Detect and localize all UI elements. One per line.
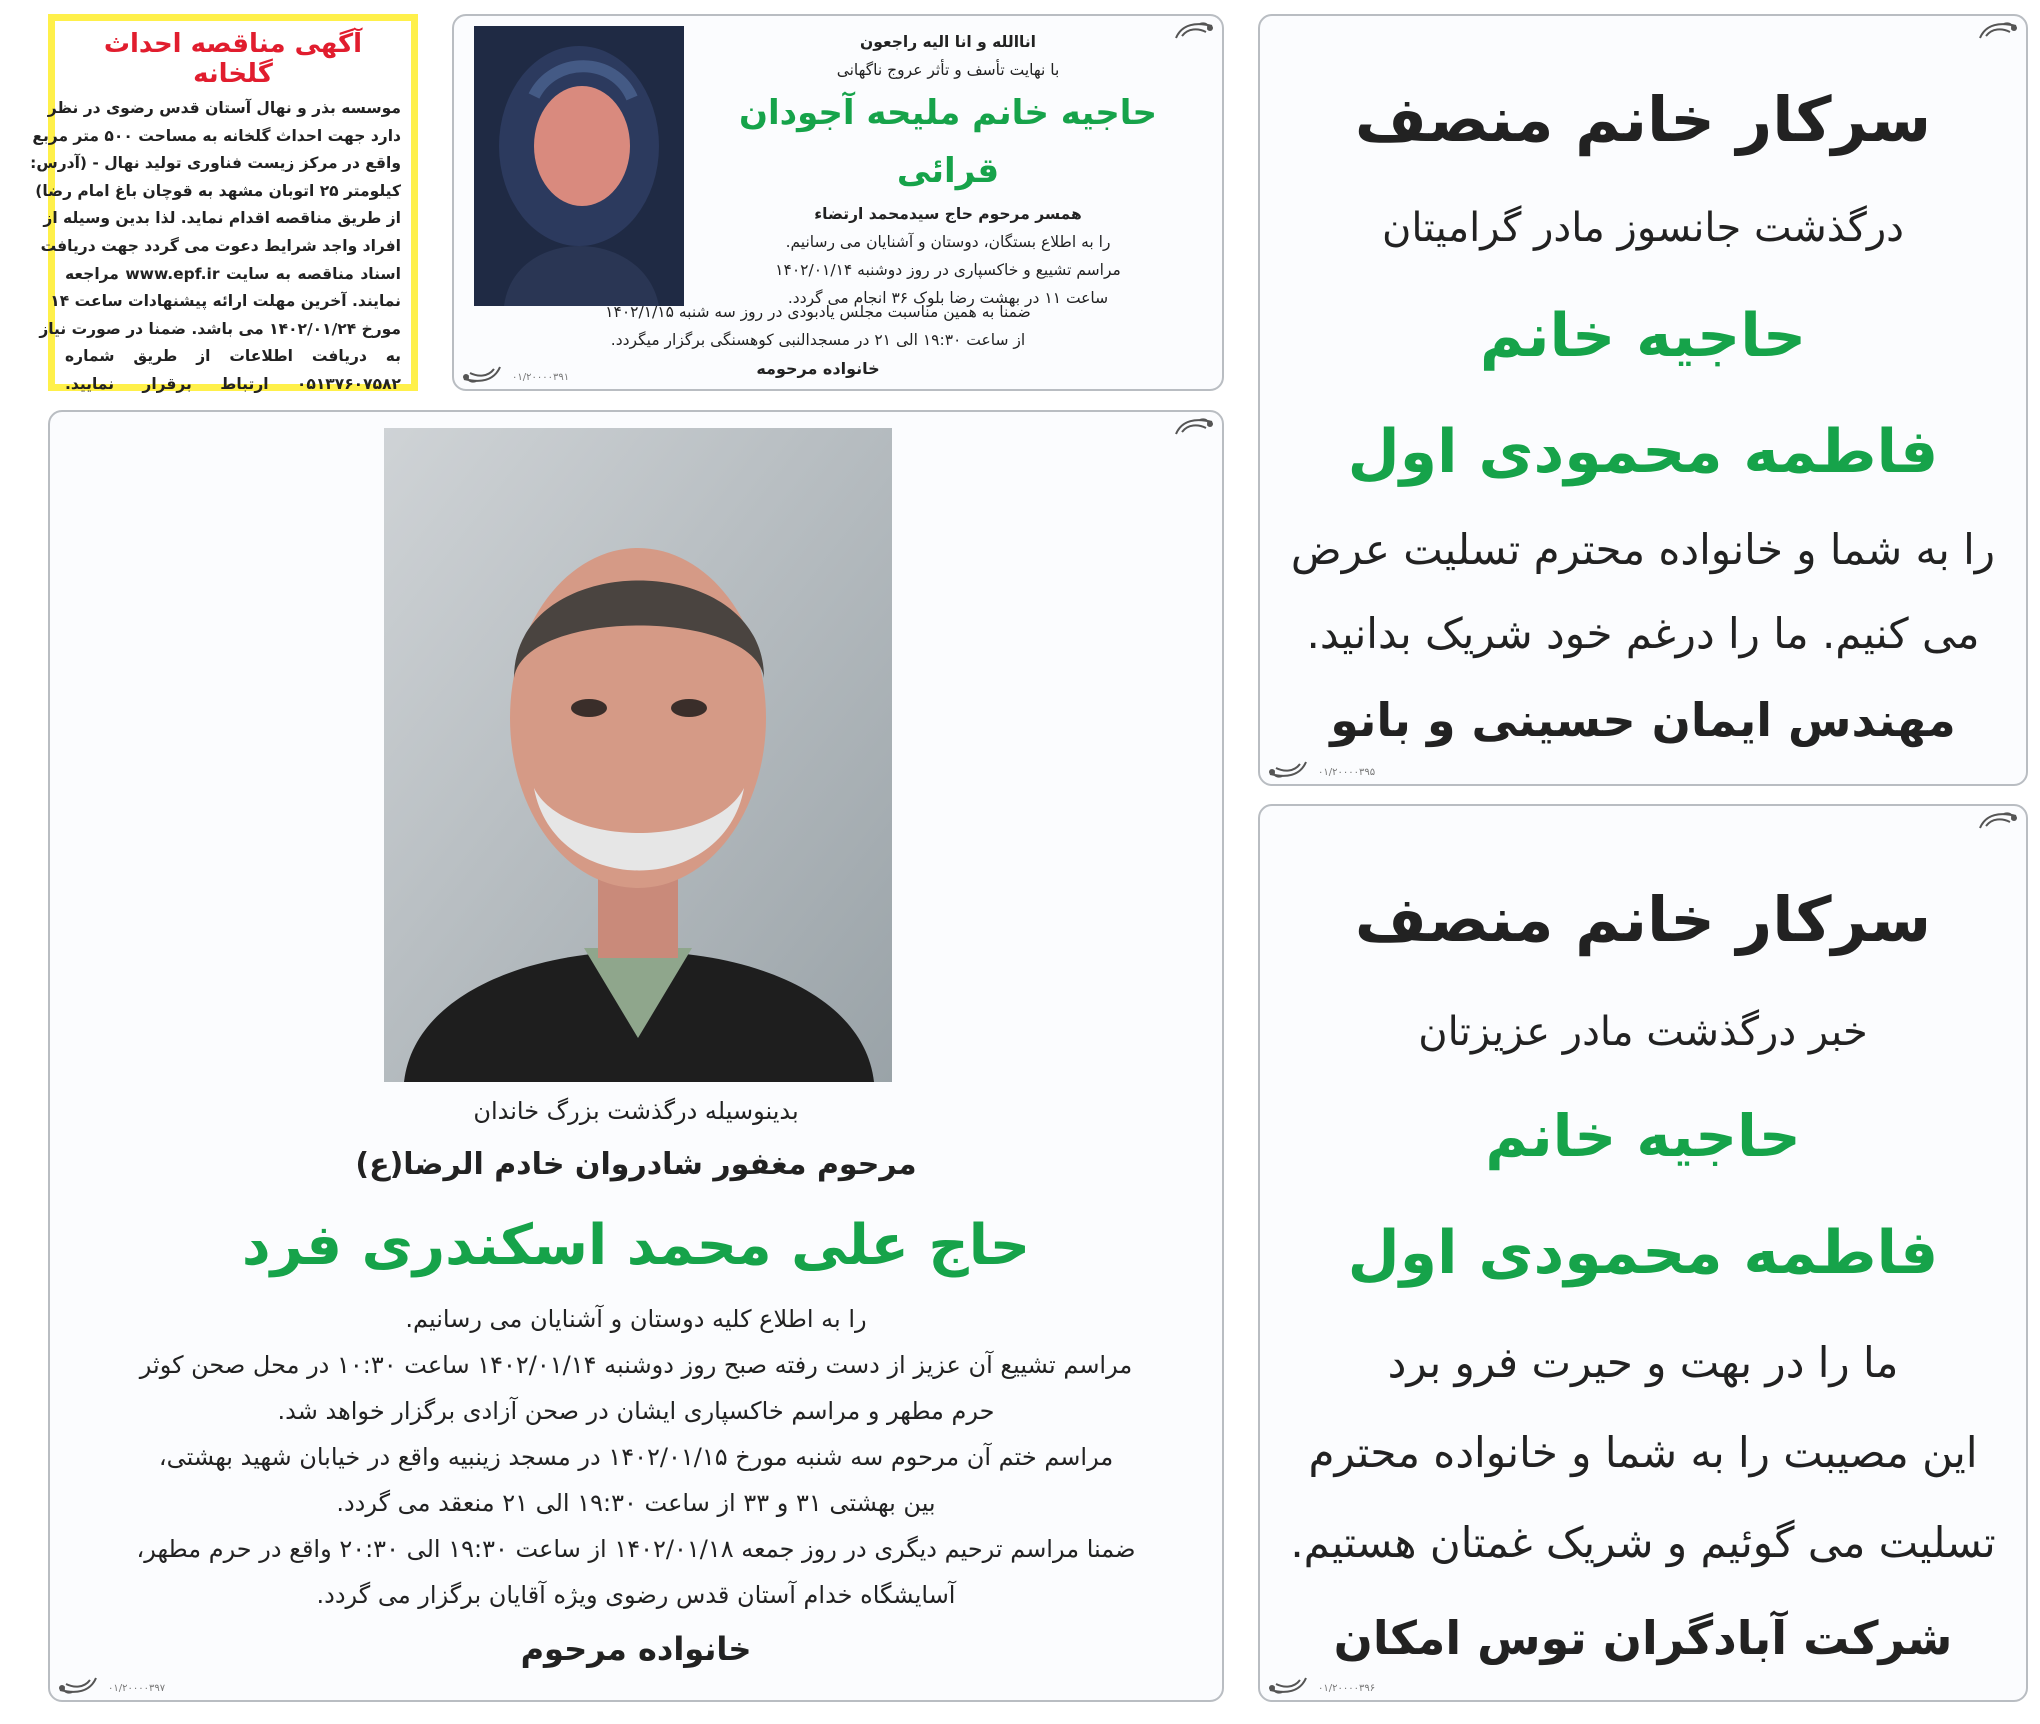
deceased-title: مرحوم مغفور شادروان خادم الرضا(ع) [355, 1147, 917, 1182]
tender-line: مورخ ۱۴۰۲/۰۱/۲۴ می باشد. ضمنا در صورت نیاز [39, 319, 401, 338]
obituary-line: از ساعت ۱۹:۳۰ الی ۲۱ در مسجدالنبی کوهسنگی برگزار میگردد. [610, 331, 1026, 349]
obituary-line: را به اطلاع کلیه دوستان و آشنایان می رسانیم. [405, 1305, 867, 1333]
obituary-signature: خانواده مرحومه [756, 359, 880, 378]
condolence-top [1258, 14, 2028, 786]
obituary-line: ضمنا مراسم ترحیم دیگری در روز جمعه ۱۴۰۲/۰۱/۱۸ از ساعت ۱۹:۳۰ الی ۲۰:۳۰ واقع در حرم مطهر، [136, 1535, 1136, 1563]
ad-code: ۰۱/۲۰۰۰۰۳۹۶ [1318, 1683, 1376, 1694]
obituary-line: ساعت ۱۱ در بهشت رضا بلوک ۳۶ انجام می گردد. [787, 289, 1109, 307]
condolence-body: تسلیت می گوئیم و شریک غمتان هستیم. [1290, 1518, 1996, 1567]
obituary-line: بین بهشتی ۳۱ و ۳۳ از ساعت ۱۹:۳۰ الی ۲۱ منعقد می گردد. [336, 1489, 936, 1517]
obituary-small [452, 14, 1224, 391]
tender-line: به دریافت اطلاعات از طریق شماره [65, 347, 401, 366]
tender-line: از طریق مناقصه اقدام نماید. لذا بدین وسیله از [43, 209, 401, 228]
condolence-signature: شرکت آبادگران توس امکان [1333, 1611, 1953, 1665]
tender-line: ۰۵۱۳۷۶۰۷۵۸۲ ارتباط برقرار نمایید. [65, 374, 401, 393]
condolence-body: می کنیم. ما را درغم خود شریک بدانید. [1306, 609, 1980, 658]
obituary-intro: با نهایت تأسف و تأثر عروج ناگهانی [836, 61, 1060, 79]
corner-ornament-icon [1172, 416, 1216, 438]
deceased-name-line1: حاجیه خانم [1485, 1102, 1801, 1170]
tender-line: افراد واجد شرایط دعوت می گردد جهت دریافت [40, 236, 401, 255]
deceased-name: حاجیه خانم ملیحه آجودان قرائی [738, 93, 1157, 191]
condolence-subtitle: خبر درگذشت مادر عزیزتان [1418, 1009, 1868, 1055]
tender-line: نمایند. آخرین مهلت ارائه پیشنهادات ساعت ۱۴ [50, 292, 401, 311]
tender-line: واقع در مرکز زیست فناوری تولید نهال - (آدرس: [30, 154, 401, 173]
condolence-body: را به شما و خانواده محترم تسلیت عرض [1290, 525, 1996, 574]
tender-title: آگهی مناقصه احداث گلخانه [103, 29, 363, 89]
tender-line: دارد جهت احداث گلخانه به مساحت ۵۰۰ متر مربع [32, 126, 401, 145]
ad-code: ۰۱/۲۰۰۰۰۳۹۱ [512, 372, 570, 383]
condolence-recipient: سرکار خانم منصف [1354, 83, 1932, 156]
corner-ornament-icon [1976, 20, 2020, 42]
corner-ornament-icon [1976, 810, 2020, 832]
obituary-intro: بدینوسیله درگذشت بزرگ خاندان [473, 1097, 799, 1125]
corner-ornament-icon [460, 363, 504, 385]
deceased-portrait-man [384, 428, 892, 1082]
tender-line: اسناد مناقصه به سایت www.epf.ir مراجعه [65, 264, 401, 283]
condolence-subtitle: درگذشت جانسوز مادر گرامیتان [1382, 205, 1904, 251]
obituary-line: ضمنا به همین مناسبت مجلس یادبودی در روز سه شنبه ۱۴۰۲/۱/۱۵ [605, 303, 1031, 321]
deceased-name: حاج علی محمد اسکندری فرد [241, 1213, 1031, 1278]
obituary-small-lower [574, 298, 1062, 384]
deceased-spouse: همسر مرحوم حاج سیدمحمد ارتضاء [814, 205, 1082, 223]
obituary-line: آسایشگاه خدام آستان قدس رضوی ویژه آقایان برگزار می گردد. [316, 1581, 956, 1609]
deceased-portrait-woman [474, 26, 684, 306]
obituary-line: را به اطلاع بستگان، دوستان و آشنایان می رسانیم. [785, 233, 1111, 251]
obituary-line: حرم مطهر و مراسم خاکسپاری ایشان در صحن آزادی برگزار خواهد شد. [277, 1397, 995, 1425]
deceased-name-line2: فاطمه محمودی اول [1347, 1218, 1939, 1288]
ad-code: ۰۱/۲۰۰۰۰۳۹۵ [1318, 767, 1376, 778]
condolence-recipient: سرکار خانم منصف [1354, 883, 1932, 956]
quran-verse: اناالله و انا الیه راجعون [860, 33, 1036, 51]
obituary-line: مراسم تشییع و خاکسپاری در روز دوشنبه ۱۴۰۲/۰۱/۱۴ [775, 261, 1121, 279]
ad-code: ۰۱/۲۰۰۰۰۳۹۷ [108, 1683, 166, 1694]
obituary-large-text [90, 1088, 1182, 1680]
condolence-body: این مصیبت را به شما و خانواده محترم [1308, 1428, 1978, 1477]
deceased-name-line2: فاطمه محمودی اول [1347, 417, 1939, 487]
condolence-signature: مهندس ایمان حسینی و بانو [1330, 693, 1956, 747]
obituary-signature: خانواده مرحوم [520, 1630, 752, 1668]
obituary-line: مراسم ختم آن مرحوم سه شنبه مورخ ۱۴۰۲/۰۱/۱۵ در مسجد زینبیه واقع در خیابان شهید بهشتی، [158, 1443, 1114, 1471]
tender-line: کیلومتر ۲۵ اتوبان مشهد به قوچان باغ امام رضا) [35, 181, 401, 200]
tender-ad-inner [30, 21, 411, 393]
tender-line: موسسه بذر و نهال آستان قدس رضوی در نظر [47, 99, 401, 117]
tender-ad [30, 14, 418, 393]
condolence-bottom [1258, 804, 2028, 1702]
obituary-small-text [694, 28, 1202, 312]
condolence-body: ما را در بهت و حیرت فرو برد [1387, 1338, 1899, 1387]
deceased-name-line1: حاجیه خانم [1479, 301, 1807, 371]
obituary-line: مراسم تشییع آن عزیز از دست رفته صبح روز دوشنبه ۱۴۰۲/۰۱/۱۴ ساعت ۱۰:۳۰ در محل صحن کوثر [139, 1351, 1133, 1379]
obituary-large [48, 410, 1224, 1702]
